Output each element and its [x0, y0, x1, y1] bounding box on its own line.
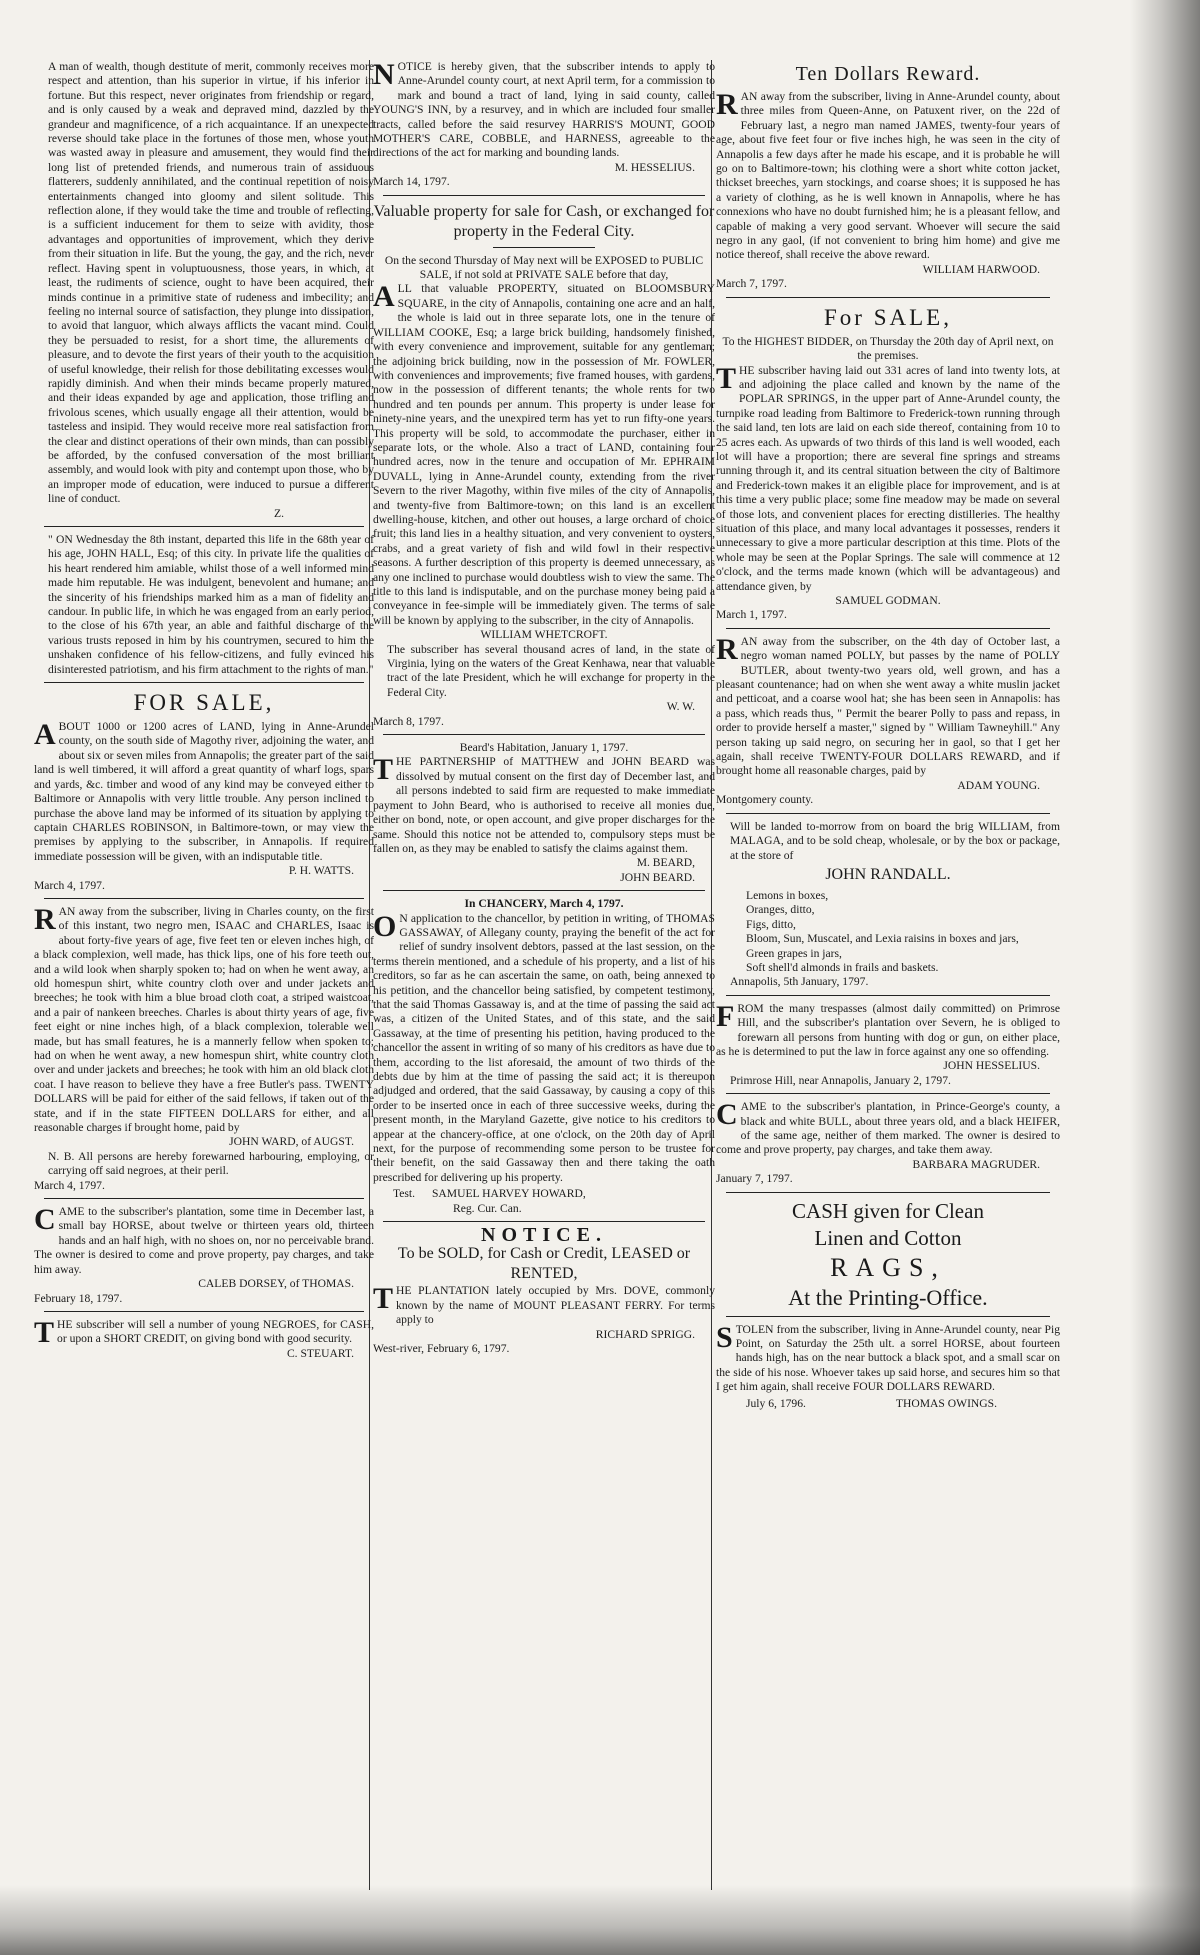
partnership-notice	[373, 741, 715, 885]
valuable-property-advert	[373, 202, 715, 729]
column-left	[34, 60, 374, 1910]
separator	[383, 195, 705, 196]
runaway-date: March 4, 1797.	[34, 1178, 105, 1192]
malaga-goods-advert	[716, 820, 1060, 990]
valuable-property-text: LL that valuable PROPERTY, situated on BLOOMSBURY SQUARE, in the city of Annapolis, containing one acre and an half, the whole is laid out in three separate lots, one in the tenure of WILLIAM COOKE, Esq; a large brick building, handsomely finished, with every convenience and improvement, suitable for any gentleman; the adjoining brick building, now in the possession of Mr. FOWLER, with conveniences and improvements; five framed houses, with gardens, now in the possession of different tenants; the whole rents for two hundred and ten pounds per annum. This property is under lease for ninety-nine years, and the unexpired term has yet to run fifty-one years. This property will be sold, to accommodate the purchaser, either in separate lots, or the whole. Also a tract of LAND, containing four hundred acres, now in the tenure and occupation of Mr. EPHRAIM DUVALL, lying in Anne-Arundel county, extending from the river Severn to the river Magothy, within five miles of the city of Annapolis, and twenty-five from Baltimore-town; on this land is an excellent dwelling-house, kitchen, and other out houses, a large orchard of choice fruit; this land lies in a healthy situation, and very convenient to oysters, crabs, and a great variety of fish and wild fowl in their respective seasons. A further description of this property is deemed unnecessary, as any one inclined to purchase would doubtless wish to view the same. The title to this land is indisputable, and on the purchase money being paid a conveyance in fee-simple will be immediately given. The terms of sale will be known by applying to the subscriber, in the city of Annapolis.	[373, 282, 715, 627]
separator	[44, 526, 364, 527]
land-sale-signature: P. H. WATTS.	[288, 864, 354, 878]
poplar-springs-sale-text: HE subscriber having laid out 331 acres of land into twenty lots, at and adjoining the place called and known by the name of the POPLAR SPRINGS, in the upper part of Anne-Arundel county, the turnpike road leading from Baltimore to Frederick-town running through the said land, ten lots are laid on each side thereof, containing from 10 to 25 acres each. As upwards of two thirds of this land is well wooded, each lot will have a proportion; there are several fine springs and streams running through it, and its central situation between the city of Baltimore and Frederick-town makes it an eligible place for improvement, and is at this time a very public place; some fine meadow may be made on several of those lots, and convenient places for erecting distilleries. The healthy situation of this place, and many local advantages it possesses, renders it unnecessary to give a more particular description at this time. Plots of the whole may be seen at the Poplar Springs. The sale will commence at 12 o'clock, and the terms made known (which will be advantageous) and attendance given, by	[716, 363, 1060, 593]
essay-text: A man of wealth, though destitute of merit, commonly receives more respect and attention, than his superior in virtue, if his inferior in fortune. But this respect, never originates from friendship or regard, and is only caused by a weak and depraved mind, dazzled by the grandeur and magnificence, of a rich acquaintance. If an unexpected reverse should take place in the fortunes of those men, whose youth was wasted away in pleasure and amusement, they would find their long list of pretended friends, and numerous train of assiduous flatterers, suddenly annihilated, and the continual repetition of noisy entertainments changed into gloomy and silent solitude. This reflection alone, if they would take the time and trouble of reflecting, is a sufficient inducement for them to seize with avidity, those advantages and opportunities of improvement, which they derive from their situation in life. But the young, the gay, and the rich, never reflect. Having spent in voluptuousness, those years, in which, at least, the rudiments of science, ought to have been acquired, their minds continue in a primitive state of rudeness and imbecility; and feeling no internal source of satisfaction, they plunge into dissipation, to avoid that languor, which always afflicts the vacant mind. Could they be persuaded to resist, for a short time, the allurements of pleasure, and to devote the first years of their youth to the acquisition of useful knowledge, their relish for those debilitating excesses would rapidly diminish. And when their minds became properly matured, and their ideas expanded by age and application, those trifling and frivolous scenes, which usually engage all their attention, would be tasteless and insipid. They would receive more real satisfaction from the clear and distinct operations of their own minds, than can possibly be afforded, by the confused conversation of the most brilliant assembly, and would look with pity and contempt upon those, who by an improper mode of education, were induced to pursue a different line of conduct.	[48, 60, 374, 506]
stray-horse-advert	[34, 1205, 374, 1306]
drop-cap: A	[34, 718, 56, 752]
stray-bull-signature: BARBARA MAGRUDER.	[912, 1157, 1040, 1171]
obituary-notice	[34, 533, 374, 677]
poplar-springs-sale-subheading: To the HIGHEST BIDDER, on Thursday the 20th day of April next, on the premises.	[722, 334, 1054, 363]
separator	[383, 1221, 705, 1222]
essay-article	[34, 60, 374, 521]
drop-cap: T	[34, 1315, 55, 1349]
poplar-springs-sale-date: March 1, 1797.	[716, 608, 787, 622]
plantation-notice-signature: RICHARD SPRIGG.	[595, 1327, 695, 1341]
drop-cap: A	[373, 280, 395, 314]
ten-dollars-reward-text: AN away from the subscriber, living in Anne-Arundel county, about three miles from Queen-Anne, on Patuxent river, on the 22d of February last, a negro man named JAMES, twenty-four years of age, about five feet four or five inches high, he was seen in the city of Annapolis a few days after he made his escape, and it is probable he will go on to Baltimore-town; his clothing were a short white cotton jacket, thickset breeches, yarn stockings, and coarse shoes; it is supposed he has a variety of clothing, as he is well known in Annapolis, where he has connexions who have no doubt furnished him; he is a pleasant fellow, and capable of making a very good servant. Whoever will secure the said negro in any gaol, (if not convenient to bring him home) and give me notice thereof, shall receive the above reward.	[716, 90, 1060, 262]
drop-cap: C	[716, 1098, 738, 1132]
drop-cap: R	[716, 88, 738, 121]
plantation-notice-text: HE PLANTATION lately occupied by Mrs. DOVE, commonly known by the name of MOUNT PLEASANT FERRY. For terms apply to	[396, 1284, 715, 1327]
polly-runaway-signature: ADAM YOUNG.	[957, 778, 1040, 792]
polly-runaway-text: AN away from the subscriber, on the 4th day of October last, a negro woman named POLLY, but passes by the name of POLLY BUTLER, about twenty-two years old, well grown, and has a pleasant countenance; had on when she went away a white muslin jacket and petticoat, and a coarse wool hat; she has been seen in Annapolis: has a pass, which reads thus, " Permit the bearer Polly to pass and repass, in order to provide herself a master," signed by " William Tawneyhill." Any person taking up said negro, on securing her in gaol, so that I get her again, shall receive TWENTY-FOUR DOLLARS REWARD, and if brought home all reasonable charges, paid by	[716, 634, 1060, 778]
stray-horse-signature: CALEB DORSEY, of THOMAS.	[198, 1277, 354, 1291]
trespass-date: Primrose Hill, near Annapolis, January 2, 1797.	[730, 1073, 951, 1087]
list-item: Bloom, Sun, Muscatel, and Lexia raisins in boxes and jars,	[746, 932, 1019, 946]
rags-line-1: CASH given for Clean	[792, 1198, 984, 1223]
ten-dollars-reward-heading: Ten Dollars Reward.	[795, 63, 981, 85]
drop-cap: T	[716, 361, 737, 395]
separator	[726, 813, 1050, 814]
rags-line-4: At the Printing-Office.	[788, 1284, 988, 1310]
partnership-text: HE PARTNERSHIP of MATTHEW and JOHN BEARD was dissolved by mutual consent on the first day of December last, and all persons indebted to said firm are requested to make immediate payment to John Beard, who is authorised to receive all monies due, either on bond, note, or open account, and give proper discharges for the same. Should this notice not be attended to, compulsory steps must be fallen on, as they may be enabled to satisfy the claims against them.	[373, 755, 715, 855]
plantation-notice-subheading: To be SOLD, for Cash or Credit, LEASED or RENTED,	[397, 1245, 691, 1283]
valuable-property-date: March 8, 1797.	[373, 714, 444, 728]
ten-dollars-reward-date: March 7, 1797.	[716, 277, 787, 291]
list-item: Green grapes in jars,	[746, 946, 842, 960]
valuable-property-heading: Valuable property for sale for Cash, or exchanged for property in the Federal City.	[373, 202, 715, 240]
list-item: Lemons in boxes,	[746, 888, 829, 902]
land-sale-heading: FOR SALE,	[133, 690, 275, 716]
separator	[726, 1093, 1050, 1094]
runaway-text: AN away from the subscriber, living in Charles county, on the first of this instant, two negro men, ISAAC and CHARLES, Isaac is about forty-five years of age, five feet ten or eleven inches high, of a black complexion, well made, has thick lips, one of his fore teeth out, and a wild look when sharply spoken to; had on when he went away, an old homespun shirt, white country cloth over and under jackets and breeches; he took with him a blue broad cloth coat, a striped waistcoat, and a pair of nankeen breeches. Charles is about thirty years of age, five feet eight or nine inches high, of a black complexion, tolerable well made, but has small features, he is a mannerly fellow when spoken to; had on when he went away, a new homespun shirt, white country cloth over and under jackets and breeches; he took with him an old black cloth coat. I have reason to believe they have a free Butler's pass. TWENTY DOLLARS will be paid for either of the said fellows, if taken out of the state, and if in the state FIFTEEN DOLLARS for either, and all reasonable charges if brought home, paid by	[34, 904, 374, 1135]
stolen-horse-text: TOLEN from the subscriber, living in Anne-Arundel county, near Pig Point, on Saturday the 25th ult. a sorrel HORSE, about fourteen hands high, has on the near buttock a black spot, and a small scar on the side of his nose. Whoever takes up said horse, and secures him so that I get him again, shall receive FOUR DOLLARS REWARD.	[716, 1322, 1060, 1394]
plantation-notice	[373, 1224, 715, 1356]
drop-cap: T	[373, 753, 394, 787]
separator	[44, 898, 364, 899]
stray-horse-date: February 18, 1797.	[34, 1291, 123, 1305]
chancery-register: Reg. Cur. Can.	[453, 1201, 522, 1215]
stolen-horse-signature: THOMAS OWINGS.	[895, 1396, 998, 1410]
partnership-dateline: Beard's Habitation, January 1, 1797.	[459, 741, 629, 755]
separator	[44, 682, 364, 683]
land-sale-advert	[34, 689, 374, 893]
valuable-property-signature: WILLIAM WHETCROFT.	[480, 628, 608, 642]
malaga-goods-intro: Will be landed to-morrow from on board the brig WILLIAM, from MALAGA, and to be sold cheap, wholesale, or by the box or package, at the store of	[730, 819, 1060, 862]
list-item: Figs, ditto,	[746, 917, 796, 931]
drop-cap: C	[34, 1203, 56, 1237]
separator	[726, 628, 1050, 629]
chancery-test: Test.	[393, 1187, 416, 1201]
commission-notice	[373, 60, 715, 190]
negroes-sale-text: HE subscriber will sell a number of young NEGROES, for CASH, or upon a SHORT CREDIT, on giving bond with good security.	[57, 1317, 374, 1346]
plantation-notice-date: West-river, February 6, 1797.	[373, 1342, 510, 1356]
stray-bull-text: AME to the subscriber's plantation, in Prince-George's county, a black and white BULL, about three years old, and a black HEIFER, of the same age, neither of them marked. The owner is desired to come and prove property, pay charges, and take them away.	[716, 1100, 1060, 1157]
essay-signature: Z.	[274, 506, 284, 520]
drop-cap: T	[373, 1282, 394, 1316]
commission-text: OTICE is hereby given, that the subscriber intends to apply to Anne-Arundel county court, at next April term, for a commission to mark and bound a tract of land, lying in said county, called YOUNG'S INN, by a resurvey, and in which are included four smaller tracts, called before the said resurvey HARRIS'S MOUNT, GOOD MOTHER'S CARE, COBBLE, and HARNESS, agreeable to the directions of the act for marking and bounding lands.	[373, 60, 715, 160]
malaga-goods-date: Annapolis, 5th January, 1797.	[730, 975, 869, 989]
chancery-signature: SAMUEL HARVEY HOWARD,	[431, 1187, 586, 1201]
partnership-signature-2: JOHN BEARD.	[620, 870, 695, 884]
negroes-sale-signature: C. STEUART.	[286, 1346, 354, 1360]
list-item: Soft shell'd almonds in frails and baskets.	[746, 960, 939, 974]
chancery-heading: In CHANCERY, March 4, 1797.	[464, 897, 624, 911]
separator	[493, 247, 595, 248]
land-sale-text: BOUT 1000 or 1200 acres of LAND, lying in Anne-Arundel county, on the south side of Magothy river, adjoining the water, and about six or seven miles from Annapolis; the greater part of the said land is well timbered, it will afford a great quantity of wharf logs, spars and yards, &c. timber and wood of any kind may be conveyed either to Baltimore or Annapolis with very little trouble. Any person inclined to purchase the above land may be informed of its situation by applying to captain CHARLES ROBINSON, in Baltimore-town, or may view the premises by applying to the subscriber, in Annapolis. If required immediate possession will be given, with an indisputable title.	[34, 720, 374, 863]
chancery-notice	[373, 897, 715, 1216]
runaway-advert	[34, 902, 374, 1193]
trespass-notice	[716, 999, 1060, 1088]
valuable-property-postscript: The subscriber has several thousand acres of land, in the state of Virginia, lying on the waters of the Great Kenhawa, near that valuable tract of the late President, which he will exchange for property in the Federal City.	[387, 642, 715, 699]
rags-line-3: RAGS,	[830, 1252, 946, 1282]
separator	[726, 297, 1050, 298]
malaga-goods-list	[716, 889, 1060, 975]
polly-runaway-advert	[716, 632, 1060, 808]
land-sale-date: March 4, 1797.	[34, 878, 105, 892]
malaga-goods-merchant: JOHN RANDALL.	[825, 865, 951, 883]
separator	[726, 995, 1050, 996]
separator	[383, 734, 705, 735]
drop-cap: F	[716, 999, 735, 1033]
separator	[383, 890, 705, 891]
drop-cap: R	[34, 902, 56, 936]
partnership-signature-1: M. BEARD,	[636, 856, 695, 870]
separator	[726, 1192, 1050, 1193]
poplar-springs-sale-signature: SAMUEL GODMAN.	[835, 594, 941, 607]
plantation-notice-heading: NOTICE.	[481, 1224, 607, 1247]
stolen-horse-date: July 6, 1796.	[746, 1396, 806, 1410]
commission-date: March 14, 1797.	[373, 175, 450, 189]
column-right	[716, 60, 1060, 1910]
column-middle	[373, 60, 715, 1910]
polly-runaway-place: Montgomery county.	[716, 793, 814, 807]
chancery-text: N application to the chancellor, by petition in writing, of THOMAS GASSAWAY, of Allegany county, praying the benefit of the act for relief of sundry insolvent debtors, passed at the last session, on the terms therein mentioned, and a schedule of his property, and a list of his creditors, so far as he can ascertain the same, on oath, being annexed to his petition, and the chancellor being satisfied, by competent testimony, that the said Thomas Gassaway is, and at the time of passing the said act was, a citizen of the United States, and of this state, and the said Gassaway, at the time of presenting his petition, having produced to the chancellor the assent in writing of so many of his creditors as have due to them, according to the list aforesaid, the amount of two thirds of the debts due by him at the time of passing the said act; it is thereupon adjudged and ordered, that the said Gassaway, by causing a copy of this order to be inserted once in each of three successive weeks, during the present month, in the Maryland Gazette, give notice to his creditors to appear at the chancery-office, at one o'clock, on the 20th day of April next, for the purpose of recommending some person to be trustee for their benefit, on the said Gassaway then and there taking the oath prescribed for delivering up his property.	[373, 911, 715, 1184]
separator	[44, 1311, 364, 1312]
rags-line-2: Linen and Cotton	[814, 1225, 962, 1250]
drop-cap: S	[716, 1320, 733, 1354]
poplar-springs-sale-heading: For SALE,	[824, 304, 952, 330]
valuable-property-subheading: On the second Thursday of May next will be EXPOSED to PUBLIC SALE, if not sold at PRIVATE SALE before that day,	[384, 253, 704, 282]
drop-cap: N	[373, 60, 395, 91]
trespass-signature: JOHN HESSELIUS.	[943, 1059, 1040, 1073]
poplar-springs-sale-advert	[716, 304, 1060, 623]
stray-bull-date: January 7, 1797.	[716, 1172, 793, 1186]
stolen-horse-advert	[716, 1320, 1060, 1411]
ten-dollars-reward-advert	[716, 62, 1060, 292]
commission-signature: M. HESSELIUS.	[614, 160, 695, 174]
drop-cap: O	[373, 909, 397, 943]
negroes-sale-advert	[34, 1315, 374, 1361]
rags-advert	[716, 1199, 1060, 1311]
drop-cap: R	[716, 632, 738, 666]
scan-shadow-right	[1130, 0, 1200, 1955]
ten-dollars-reward-signature: WILLIAM HARWOOD.	[922, 262, 1040, 276]
list-item: Oranges, ditto,	[746, 903, 815, 917]
separator	[44, 1198, 364, 1199]
stray-horse-text: AME to the subscriber's plantation, some time in December last, a small bay HORSE, about twelve or thirteen years old, thirteen hands and an half high, with no shoes on, nor no perceivable brand. The owner is desired to come and prove property, pay charges, and take him away.	[34, 1205, 374, 1276]
stray-bull-advert	[716, 1100, 1060, 1186]
runaway-nb: N. B. All persons are hereby forewarned harbouring, employing, or carrying off said negroes, at their peril.	[48, 1149, 374, 1178]
scan-shadow-bottom	[0, 1885, 1200, 1955]
separator	[726, 1316, 1050, 1317]
runaway-signature: JOHN WARD, of AUGST.	[229, 1135, 354, 1149]
valuable-property-ps-signature: W. W.	[666, 700, 695, 714]
trespass-text: ROM the many trespasses (almost daily committed) on Primrose Hill, and the subscriber's plantation over Severn, he is obliged to forewarn all persons from hunting with dog or gun, on either place, as he is determined to put the law in force against any one so offending.	[716, 1001, 1060, 1058]
obituary-text: " ON Wednesday the 8th instant, departed this life in the 68th year of his age, JOHN HALL, Esq; of this city. In private life the qualities of his heart rendered him amiable, whilst those of a well informed mind made him reputable. He was indulgent, benevolent and humane; and the sincerity of his friendships marked him as a man of fidelity and candour. In public life, in which he was engaged from an early period, to the close of his 67th year, an able and faithful discharge of the various trusts reposed in him by his countrymen, secured to him the unshaken confidence of his fellow-citizens, and fully evinced his disinterested patriotism, and his firm attachment to the rights of man."	[48, 533, 374, 676]
